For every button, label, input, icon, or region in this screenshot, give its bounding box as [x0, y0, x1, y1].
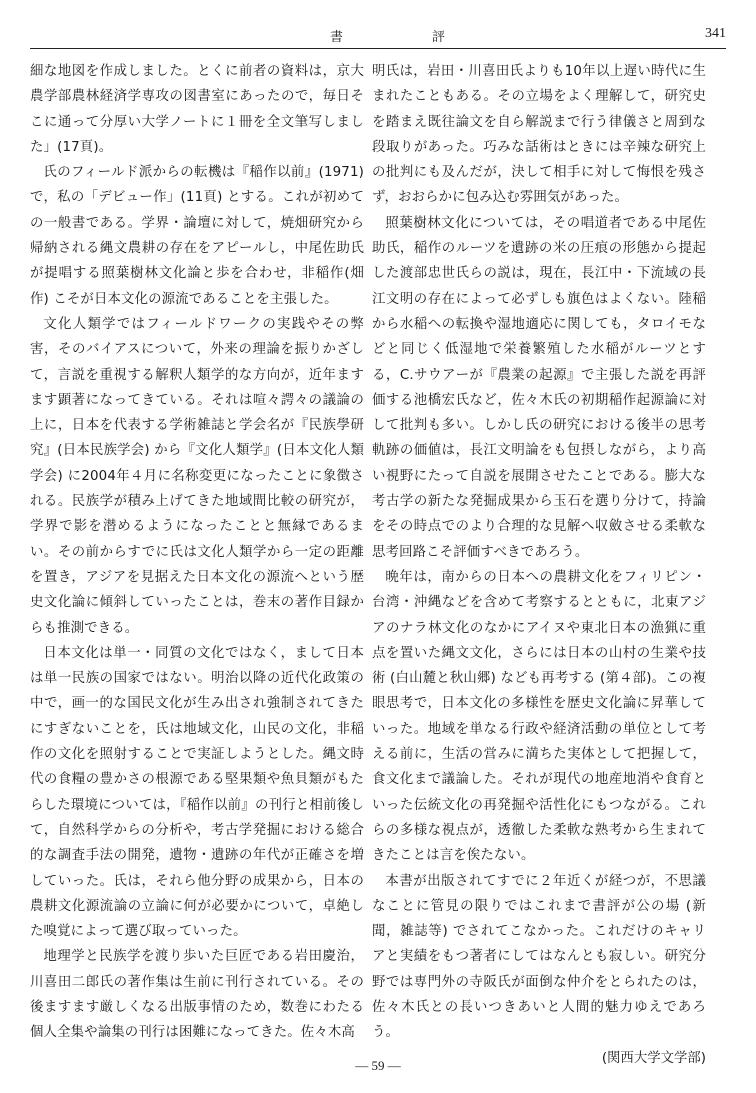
paragraph: 晩年は，南からの日本への農耕文化をフィリピン・台湾・沖縄などを含めて考察するとともに，北東アジアのナラ林文化のなかにアイヌや東北日本の漁猟に重点を置いた縄文文化，さらには日本の山村の生業や技術 (白山麓と秋山郷) なども再考する (第４部)。この複眼思考で，日本文化の多様性を歴史文化論に昇華していった。地域を単なる行政や経済活動の単位として考える前に，生活の営みに満ちた実体として把握して，食文化まで議論した。それが現代の地産地消や食育といった伝統文化の再発掘や活性化にもつながる。これらの多様な視点が，透徹した柔軟な熟考から生まれてきたことは言を俟たない。	[372, 569, 706, 864]
section-title: 書 評	[330, 30, 484, 45]
page-folio: — 59 —	[355, 1058, 401, 1073]
author-affiliation: (関西大学文学部)	[601, 1050, 706, 1066]
paragraph: 地理学と民族学を渡り歩いた巨匠である岩田慶治，川喜田二郎氏の著作集は生前に刊行されている。その後ますます厳しくなる出版事情のため，数巻にわたる個人全集や論集の刊行は困難になってきた。佐々木高	[30, 949, 364, 1041]
paragraph: 明氏は，岩田・川喜田氏よりも10年以上遅い時代に生まれたこともある。その立場をよく理解して，研究史を踏まえ既往論文を自ら解説まで行う律儀さと周到な段取りがあった。巧みな話術はときには辛辣な研究上の批判にも及んだが，決して相手に対して悔恨を残さず，おおらかに包み込む雰囲気があった。	[372, 64, 706, 206]
paragraph: 照葉樹林文化については，その唱道者である中尾佐助氏，稲作のルーツを遺跡の米の圧痕の形態から提起した渡部忠世氏らの説は，現在，長江中・下流域の長江文明の存在によって必ずしも旗色はよくない。陸稲から水稲への転換や湿地適応に関しても，タロイモなどと同じく低湿地で栄養繁殖した水稲がルーツとする，C.サウアーが『農業の起源』で主張した説を再評価する池橋宏氏など，佐々木氏の初期稲作起源論に対して批判も多い。しかし氏の研究における後半の思考軌跡の価値は，長江文明論をも包摂しながら，より高い視野にたって自説を展開させたことである。膨大な考古学の新たな発掘成果から玉石を選り分けて，持論をその時点でのより合理的な見解へ収斂させる柔軟な思考回路こそ評価すべきであろう。	[372, 215, 706, 560]
running-header	[30, 24, 726, 49]
paragraph: 細な地図を作成しました。とくに前者の資料は，京大農学部農林経済学専攻の図書室にあったので，毎日そこに通って分厚い大学ノートに１冊を全文筆写しました」(17頁)。	[30, 64, 364, 155]
page-number: 341	[705, 26, 726, 41]
right-column	[372, 59, 706, 1071]
paragraph: 本書が出版されてすでに２年近くが経つが，不思議なことに管見の限りではこれまで書評が公の場 (新聞，雑誌等) でされてこなかった。これだけのキャリアと実績をもつ著者にしてはなんとも寂しい。研究分野では専門外の寺阪氏が面倒な仲介をとられたのは，佐々木氏との長いつきあいと人間的魅力ゆえであろう。	[372, 873, 706, 1041]
left-column	[30, 59, 364, 1046]
paragraph: 文化人類学ではフィールドワークの実践やその弊害，そのバイアスについて，外来の理論を振りかざして，言説を重視する解釈人類学的な方向が，近年ますます顕著になってきている。それは喧々諤々の議論の上に，日本を代表する学術雑誌と学会名が『民族學研究』(日本民族学会) から『文化人類学』(日本文化人類学会) に2004年４月に名称変更になったことに象徴される。民族学が積み上げてきた地域間比較の研究が，学界で影を潜めるようになったことと無縁であるまい。その前からすでに氏は文化人類学から一定の距離を置き，アジアを見据えた日本文化の源流へという歴史文化論に傾斜していったことは，巻末の著作目録からも推測できる。	[30, 316, 364, 636]
paragraph: 日本文化は単一・同質の文化ではなく，まして日本は単一民族の国家ではない。明治以降の近代化政策の中で，画一的な国民文化が生み出され強制されてきたにすぎないことを，氏は地域文化，山民の文化，非稲作の文化を照射することで実証しようとした。縄文時代の食糧の豊かさの根源である堅果類や魚貝類がもたらした環境については，『稲作以前』の刊行と相前後して，自然科学からの分析や，考古学発掘における総合的な調査手法の開発，遺物・遺跡の年代が正確さを増していった。氏は，それら他分野の成果から，日本の農耕文化源流論の立論に何が必要かについて，卓絶した嗅覚によって選び取っていった。	[30, 645, 364, 940]
paragraph: 氏のフィールド派からの転機は『稲作以前』(1971)で，私の「デビュー作」(11頁) とする。これが初めての一般書である。学界・論壇に対して，焼畑研究から帰納される縄文農耕の存在をアピールし，中尾佐助氏が提唱する照葉樹林文化論と歩を合わせ，非稲作(畑作) こそが日本文化の源流であることを主張した。	[30, 165, 364, 307]
